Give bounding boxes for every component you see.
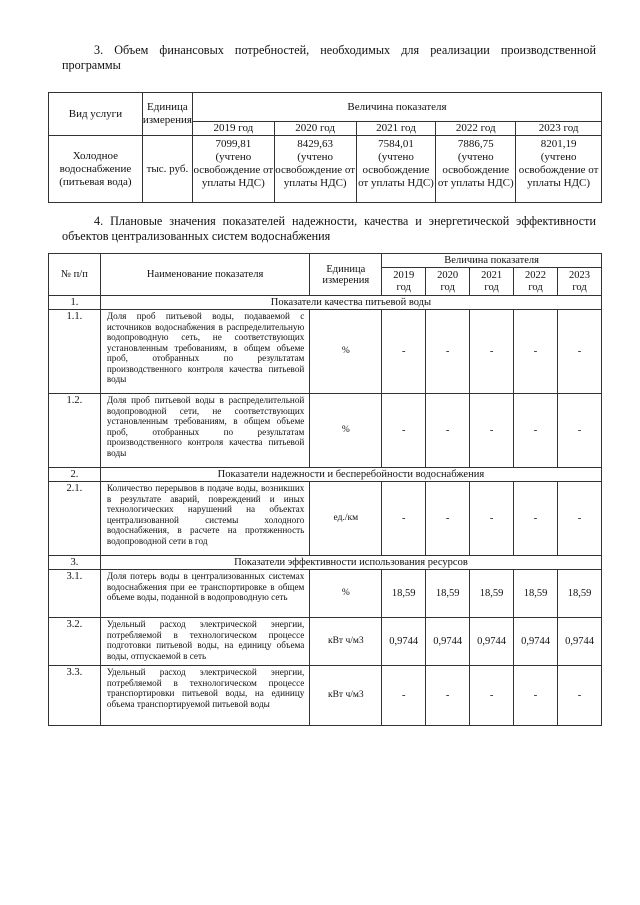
value-cell: - (558, 482, 602, 556)
row-number: 1.1. (49, 310, 101, 394)
row-number: 3.1. (49, 570, 101, 618)
row-number: 2.1. (49, 482, 101, 556)
value-amount: 8429,63 (297, 138, 334, 150)
section-number: 1. (49, 296, 101, 310)
section-number: 3. (49, 556, 101, 570)
value-cell: - (558, 394, 602, 468)
value-cell: 18,59 (426, 570, 470, 618)
value-amount: 7886,75 (457, 138, 494, 150)
indicator-name: Количество перерывов в подаче воды, возникших в результате аварий, повреждений и иных технологических нарушений на объектах централизованной системы холодного водоснабжения, в расчете на протяженность водопроводной сети в год (100, 482, 310, 556)
value-cell: - (382, 310, 426, 394)
value-cell: - (470, 666, 514, 726)
indicator-name: Удельный расход электрической энергии, потребляемой в технологическом процессе транспортировки питьевой воды, на единицу объема транспортируемой питьевой воды (100, 666, 310, 726)
column-header-value: Величина показателя (192, 93, 601, 122)
value-cell: 0,9744 (558, 618, 602, 666)
value-cell: - (558, 666, 602, 726)
value-cell (516, 136, 602, 203)
value-cell: - (382, 482, 426, 556)
section-number: 2. (49, 468, 101, 482)
value-cell: - (514, 666, 558, 726)
value-note: (учтено освобождение от уплаты НДС) (358, 151, 434, 189)
section-row (49, 296, 602, 310)
year-header (558, 268, 602, 296)
section-title: Показатели надежности и бесперебойности водоснабжения (100, 468, 601, 482)
value-cell: - (426, 310, 470, 394)
value-cell: - (426, 394, 470, 468)
financial-needs-table (48, 92, 602, 203)
value-cell (356, 136, 436, 203)
indicator-name: Доля проб питьевой воды, подаваемой с источников водоснабжения в распределительную водопроводную сеть, не соответствующих установленным требованиям, в общем объеме проб, отобранных по результатам производственного контроля качества питьевой воды (100, 310, 310, 394)
value-amount: 7584,01 (378, 138, 414, 150)
section-row (49, 468, 602, 482)
unit-cell: % (310, 310, 382, 394)
table-row (49, 136, 602, 203)
value-cell: - (426, 666, 470, 726)
unit-cell: кВт ч/м3 (310, 666, 382, 726)
section-row (49, 556, 602, 570)
year-header: 2020 год (274, 122, 356, 136)
year-word: год (572, 281, 587, 293)
year-word: год (396, 281, 411, 293)
indicator-name: Доля проб питьевой воды в распределительной водопроводной сети, не соответствующих установленным требованиям, в общем объеме проб, отобранных по результатам производственного контроля качества питьевой воды (100, 394, 310, 468)
column-header-service: Вид услуги (49, 93, 143, 136)
table-row (49, 618, 602, 666)
year-number: 2019 (393, 269, 415, 281)
value-cell (192, 136, 274, 203)
row-number: 3.3. (49, 666, 101, 726)
unit-cell: тыс. руб. (142, 136, 192, 203)
year-number: 2022 (525, 269, 547, 281)
column-header-name: Наименование показателя (100, 254, 310, 296)
table-row (49, 310, 602, 394)
value-cell: - (514, 310, 558, 394)
year-word: год (528, 281, 543, 293)
value-cell (274, 136, 356, 203)
year-header (514, 268, 558, 296)
indicators-table-body (49, 296, 602, 726)
value-note: (учтено освобождение от уплаты НДС) (437, 151, 514, 189)
value-cell: 0,9744 (382, 618, 426, 666)
value-cell: 18,59 (470, 570, 514, 618)
year-number: 2023 (569, 269, 590, 281)
unit-cell: % (310, 394, 382, 468)
year-word: год (484, 281, 499, 293)
unit-cell: ед./км (310, 482, 382, 556)
value-cell: - (382, 666, 426, 726)
year-number: 2021 (481, 269, 503, 281)
section-title: Показатели эффективности использования ресурсов (100, 556, 601, 570)
section-3-heading: 3. Объем финансовых потребностей, необходимых для реализации производственной программы (62, 43, 596, 72)
column-header-num: № п/п (49, 254, 101, 296)
value-cell: - (470, 394, 514, 468)
value-cell: - (470, 310, 514, 394)
indicator-name: Доля потерь воды в централизованных системах водоснабжения при ее транспортировке в общем объеме воды, поданной в водопроводную сеть (100, 570, 310, 618)
value-note: (учтено освобождение от уплаты НДС) (275, 151, 356, 189)
value-cell: - (514, 394, 558, 468)
year-header (470, 268, 514, 296)
year-header (382, 268, 426, 296)
value-cell: 0,9744 (470, 618, 514, 666)
value-cell: 0,9744 (514, 618, 558, 666)
value-cell: 0,9744 (426, 618, 470, 666)
unit-cell: % (310, 570, 382, 618)
column-header-unit: Единица измерения (310, 254, 382, 296)
column-header-unit: Единица измерения (142, 93, 192, 136)
table-row (49, 666, 602, 726)
indicator-name: Удельный расход электрической энергии, потребляемой в технологическом процессе подготовки питьевой воды, на единицу объема воды, отпускаемой в сеть (100, 618, 310, 666)
value-cell: 18,59 (514, 570, 558, 618)
column-header-value: Величина показателя (382, 254, 602, 268)
table-row (49, 570, 602, 618)
value-cell: - (558, 310, 602, 394)
value-note: (учтено освобождение от уплаты НДС) (518, 151, 599, 189)
year-header: 2023 год (516, 122, 602, 136)
value-cell: - (382, 394, 426, 468)
value-cell: 18,59 (382, 570, 426, 618)
value-cell: 18,59 (558, 570, 602, 618)
year-header: 2022 год (436, 122, 516, 136)
value-cell: - (426, 482, 470, 556)
service-cell: Холодное водоснабжение (питьевая вода) (49, 136, 143, 203)
row-number: 1.2. (49, 394, 101, 468)
section-4-heading: 4. Плановые значения показателей надежности, качества и энергетической эффективности объектов централизованных систем водоснабжения (62, 214, 596, 243)
section-title: Показатели качества питьевой воды (100, 296, 601, 310)
year-word: год (440, 281, 455, 293)
value-cell: - (470, 482, 514, 556)
table-row (49, 482, 602, 556)
year-number: 2020 (437, 269, 459, 281)
value-amount: 8201,19 (540, 138, 577, 150)
row-number: 3.2. (49, 618, 101, 666)
table-row (49, 394, 602, 468)
value-cell: - (514, 482, 558, 556)
indicators-table (48, 253, 602, 726)
year-header: 2019 год (192, 122, 274, 136)
year-header: 2021 год (356, 122, 436, 136)
unit-cell: кВт ч/м3 (310, 618, 382, 666)
year-header (426, 268, 470, 296)
value-note: (учтено освобождение от уплаты НДС) (193, 151, 274, 189)
value-amount: 7099,81 (215, 138, 252, 150)
value-cell (436, 136, 516, 203)
